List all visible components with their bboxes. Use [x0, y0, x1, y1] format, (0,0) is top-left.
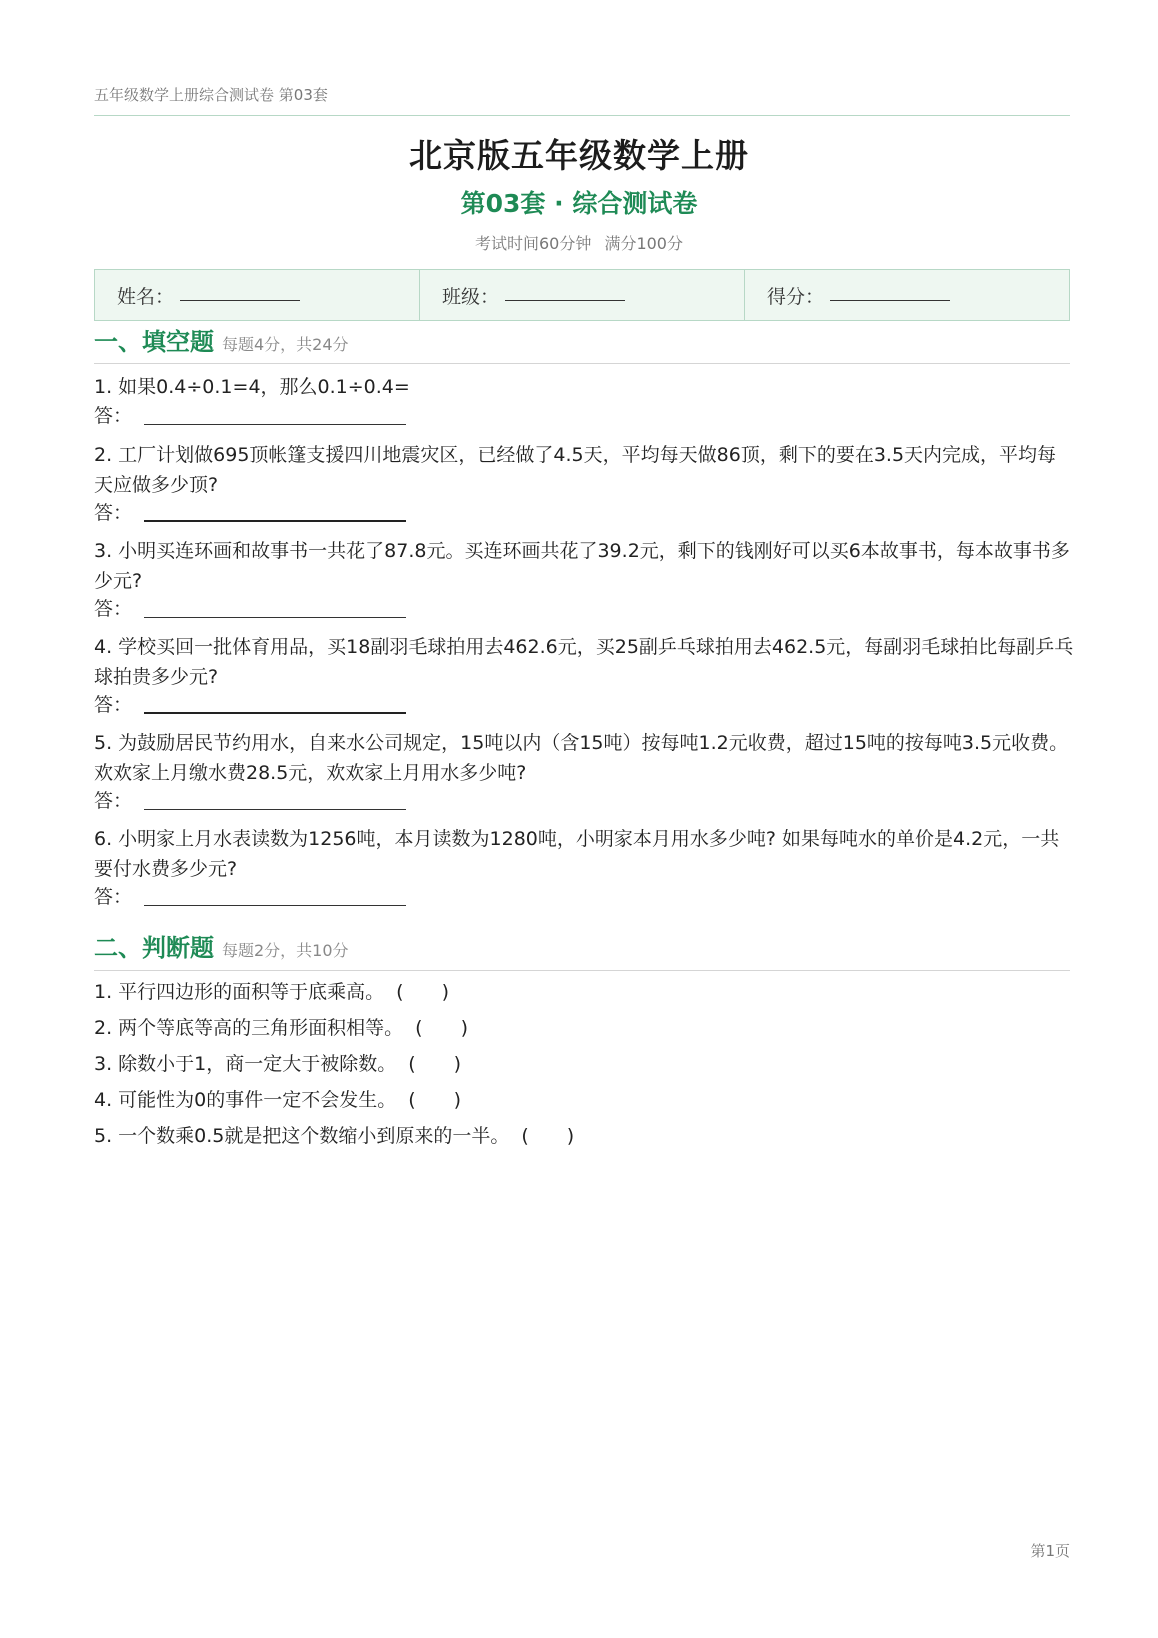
section-2-divider: [94, 970, 1070, 971]
section-2-heading: [94, 928, 1070, 963]
info-label-name: 姓名：: [117, 285, 175, 308]
section-1-note: 每题4分，共24分: [222, 335, 349, 354]
answer-2: [94, 499, 406, 525]
info-cell-name: [95, 270, 420, 320]
tf-text: 4. 可能性为0的事件一定不会发生。: [94, 1089, 397, 1111]
section-2-note: 每题2分，共10分: [222, 941, 349, 960]
name-blank[interactable]: [180, 300, 300, 301]
true-false-item-3: [94, 1050, 1074, 1078]
tf-answer-parens[interactable]: ( ): [408, 1089, 462, 1111]
tf-answer-parens[interactable]: ( ): [521, 1125, 575, 1147]
answer-label: 答：: [94, 502, 133, 524]
section-2-title: 二、判断题: [94, 934, 214, 962]
answer-blank-6[interactable]: [144, 905, 406, 906]
page-subtitle: 第03套 · 综合测试卷: [460, 189, 698, 218]
tf-text: 3. 除数小于1，商一定大于被除数。: [94, 1053, 397, 1075]
true-false-item-2: [94, 1014, 1074, 1042]
student-info-table: [94, 269, 1070, 321]
answer-6: [94, 883, 406, 909]
answer-blank-2[interactable]: [144, 520, 406, 522]
section-1-heading: [94, 322, 1070, 357]
answer-1: [94, 402, 406, 428]
exam-info: 考试时间60分钟 满分100分: [475, 234, 683, 253]
tf-text: 1. 平行四边形的面积等于底乘高。: [94, 981, 385, 1003]
info-cell-class: [420, 270, 745, 320]
section-1-title: 一、填空题: [94, 328, 214, 356]
info-cell-score: [745, 270, 1069, 320]
class-blank[interactable]: [505, 300, 625, 301]
question-2: 2. 工厂计划做695顶帐篷支援四川地震灾区，已经做了4.5天，平均每天做86顶，剩下的要在3.5天内完成，平均每天应做多少顶?: [94, 444, 1057, 496]
header-divider: [94, 115, 1070, 116]
tf-text: 5. 一个数乘0.5就是把这个数缩小到原来的一半。: [94, 1125, 510, 1147]
answer-4: [94, 691, 406, 717]
info-label-score: 得分：: [767, 285, 825, 308]
tf-answer-parens[interactable]: ( ): [415, 1017, 468, 1039]
answer-label: 答：: [94, 886, 133, 908]
answer-blank-5[interactable]: [144, 809, 406, 810]
answer-label: 答：: [94, 405, 133, 427]
true-false-item-1: [94, 978, 1074, 1006]
tf-text: 2. 两个等底等高的三角形面积相等。: [94, 1017, 404, 1039]
question-1: 1. 如果0.4÷0.1=4，那么0.1÷0.4=: [94, 376, 410, 398]
true-false-item-5: [94, 1122, 1074, 1150]
answer-blank-4[interactable]: [144, 712, 406, 714]
answer-5: [94, 787, 406, 813]
answer-label: 答：: [94, 790, 133, 812]
question-4: 4. 学校买回一批体育用品，买18副羽毛球拍用去462.6元，买25副乒乓球拍用去462.5元，每副羽毛球拍比每副乒乓球拍贵多少元?: [94, 636, 1074, 688]
tf-answer-parens[interactable]: ( ): [408, 1053, 462, 1075]
question-6: 6. 小明家上月水表读数为1256吨，本月读数为1280吨，小明家本月用水多少吨? 如果每吨水的单价是4.2元，一共要付水费多少元?: [94, 828, 1060, 880]
true-false-item-4: [94, 1086, 1074, 1114]
running-header: 五年级数学上册综合测试卷 第03套: [94, 86, 328, 104]
answer-label: 答：: [94, 694, 133, 716]
question-3: 3. 小明买连环画和故事书一共花了87.8元。买连环画共花了39.2元，剩下的钱刚好可以买6本故事书，每本故事书多少元?: [94, 540, 1070, 592]
tf-answer-parens[interactable]: ( ): [396, 981, 449, 1003]
section-1-divider: [94, 363, 1070, 364]
answer-3: [94, 595, 406, 621]
answer-label: 答：: [94, 598, 133, 620]
score-blank[interactable]: [830, 300, 950, 301]
answer-blank-1[interactable]: [144, 424, 406, 425]
answer-blank-3[interactable]: [144, 617, 406, 618]
page-number: 第1页: [1030, 1542, 1070, 1560]
page-title: 北京版五年级数学上册: [409, 136, 749, 175]
question-5: 5. 为鼓励居民节约用水，自来水公司规定，15吨以内（含15吨）按每吨1.2元收费，超过15吨的按每吨3.5元收费。欢欢家上月缴水费28.5元，欢欢家上月用水多少吨?: [94, 732, 1069, 784]
info-label-class: 班级：: [442, 285, 500, 308]
